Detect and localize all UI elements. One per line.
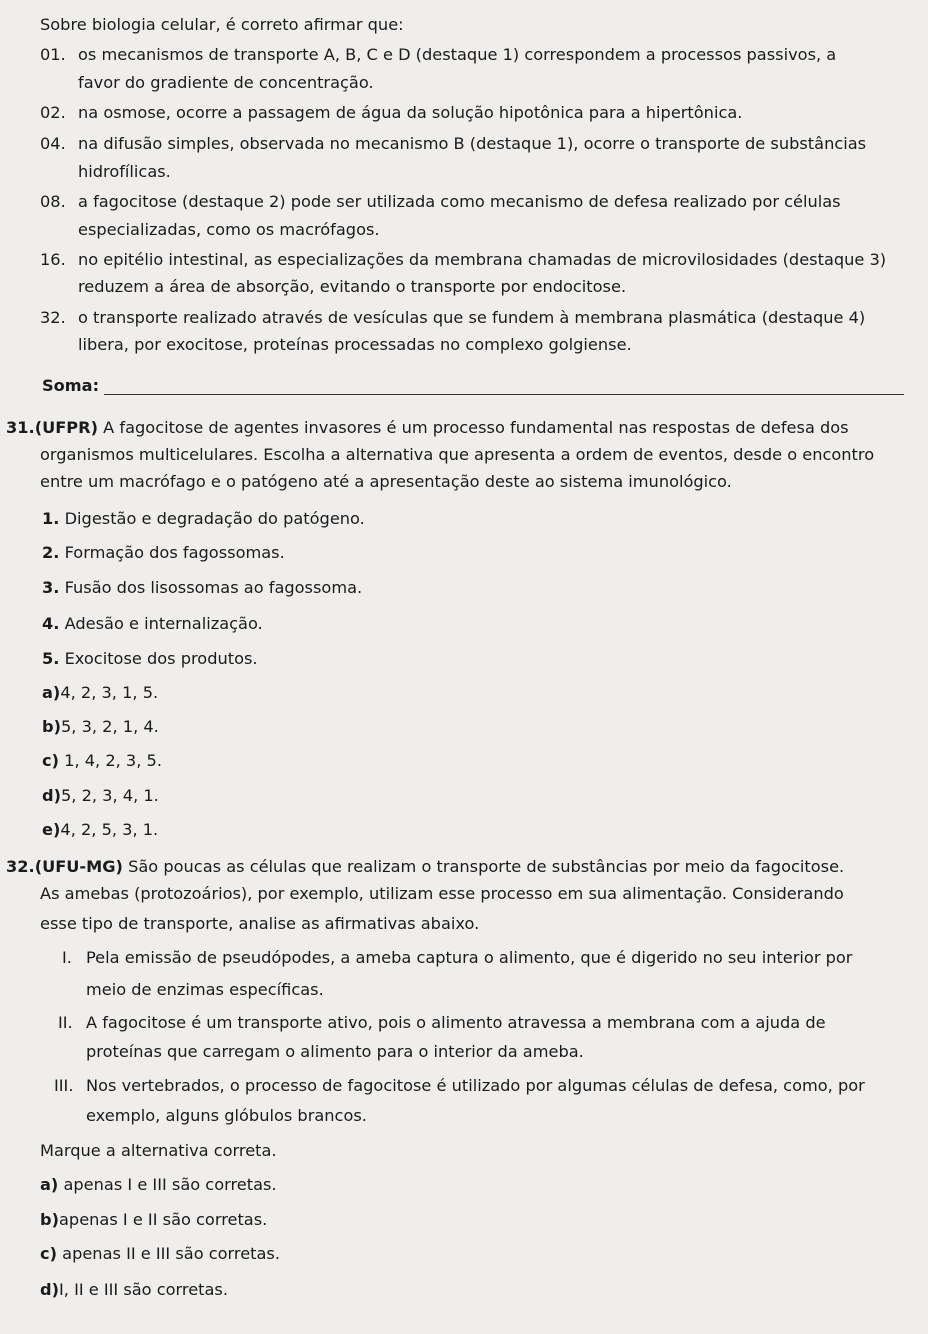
item-01-line2: favor do gradiente de concentração. [78,73,374,92]
q31-text-line1: A fagocitose de agentes invasores é um processo fundamental nas respostas de defesa dos [103,418,849,437]
item-02-line1: na osmose, ocorre a passagem de água da solução hipotônica para a hipertônica. [78,103,743,122]
q32-statement-III-line2: exemplo, alguns glóbulos brancos. [86,1106,367,1125]
item-32-line1: o transporte realizado através de vesículas que se fundem à membrana plasmática (destaque 4) [78,308,866,327]
q31-text-line2: organismos multicelulares. Escolha a alternativa que apresenta a ordem de eventos, desde o encontro [40,445,875,464]
q32-option-a[interactable]: a) apenas I e III são corretas. [40,1175,277,1194]
q32-statement-I-line1: Pela emissão de pseudópodes, a ameba captura o alimento, que é digerido no seu interior por [86,948,853,967]
q32-statement-II-number: II. [58,1013,73,1032]
item-01-number: 01. [40,45,66,64]
q31-event-3: 3. Fusão dos lisossomas ao fagossoma. [42,578,363,597]
q31-option-e[interactable]: e)4, 2, 5, 3, 1. [42,820,159,839]
q32-source: (UFU-MG) [34,857,123,876]
q31-option-b[interactable]: b)5, 3, 2, 1, 4. [42,717,159,736]
q32-header [6,857,844,877]
q31-event-4: 4. Adesão e internalização. [42,614,263,633]
item-16-line1: no epitélio intestinal, as especializações da membrana chamadas de microvilosidades (destaque 3) [78,250,887,269]
soma-label: Soma: [42,376,100,395]
q31-option-d[interactable]: d)5, 2, 3, 4, 1. [42,786,159,805]
q32-prompt: Marque a alternativa correta. [40,1141,277,1160]
q32-statement-II-line1: A fagocitose é um transporte ativo, pois o alimento atravessa a membrana com a ajuda de [86,1013,826,1032]
item-08-line1: a fagocitose (destaque 2) pode ser utilizada como mecanismo de defesa realizado por células [78,192,841,211]
item-08-line2: especializadas, como os macrófagos. [78,220,380,239]
item-16-line2: reduzem a área de absorção, evitando o transporte por endocitose. [78,277,627,296]
q32-statement-III-number: III. [54,1076,74,1095]
q32-number: 32. [6,857,35,876]
item-04-line1: na difusão simples, observada no mecanismo B (destaque 1), ocorre o transporte de substâncias [78,134,867,153]
q32-option-d[interactable]: d)I, II e III são corretas. [40,1280,229,1299]
q31-option-c[interactable]: c) 1, 4, 2, 3, 5. [42,751,162,770]
q32-statement-III-line1: Nos vertebrados, o processo de fagocitose é utilizado por algumas células de defesa, como, por [86,1076,865,1095]
q31-event-2: 2. Formação dos fagossomas. [42,543,285,562]
item-32-line2: libera, por exocitose, proteínas processadas no complexo golgiense. [78,335,632,354]
q31-header [6,418,849,438]
q32-statement-I-line2: meio de enzimas específicas. [86,980,324,999]
q31-text-line3: entre um macrófago e o patógeno até a apresentação deste ao sistema imunológico. [40,472,732,491]
item-01-line1: os mecanismos de transporte A, B, C e D (destaque 1) correspondem a processos passivos, a [78,45,837,64]
q32-statement-I-number: I. [62,948,72,967]
q31-event-5: 5. Exocitose dos produtos. [42,649,258,668]
item-32-number: 32. [40,308,66,327]
q31-event-1: 1. Digestão e degradação do patógeno. [42,509,365,528]
q31-number: 31. [6,418,35,437]
q32-text-line1: São poucas as células que realizam o transporte de substâncias por meio da fagocitose. [128,857,845,876]
q32-option-c[interactable]: c) apenas II e III são corretas. [40,1244,281,1263]
q32-option-b[interactable]: b)apenas I e II são corretas. [40,1210,268,1229]
item-04-line2: hidrofílicas. [78,162,171,181]
q31-source: (UFPR) [34,418,99,437]
soma-answer-line[interactable] [104,394,904,395]
item-02-number: 02. [40,103,66,122]
q32-text-line3: esse tipo de transporte, analise as afirmativas abaixo. [40,914,480,933]
q32-statement-II-line2: proteínas que carregam o alimento para o interior da ameba. [86,1042,584,1061]
item-08-number: 08. [40,192,66,211]
q32-text-line2: As amebas (protozoários), por exemplo, utilizam esse processo em sua alimentação. Considerando [40,884,844,903]
intro-text: Sobre biologia celular, é correto afirmar que: [40,15,404,34]
item-16-number: 16. [40,250,66,269]
q31-option-a[interactable]: a)4, 2, 3, 1, 5. [42,683,159,702]
item-04-number: 04. [40,134,66,153]
